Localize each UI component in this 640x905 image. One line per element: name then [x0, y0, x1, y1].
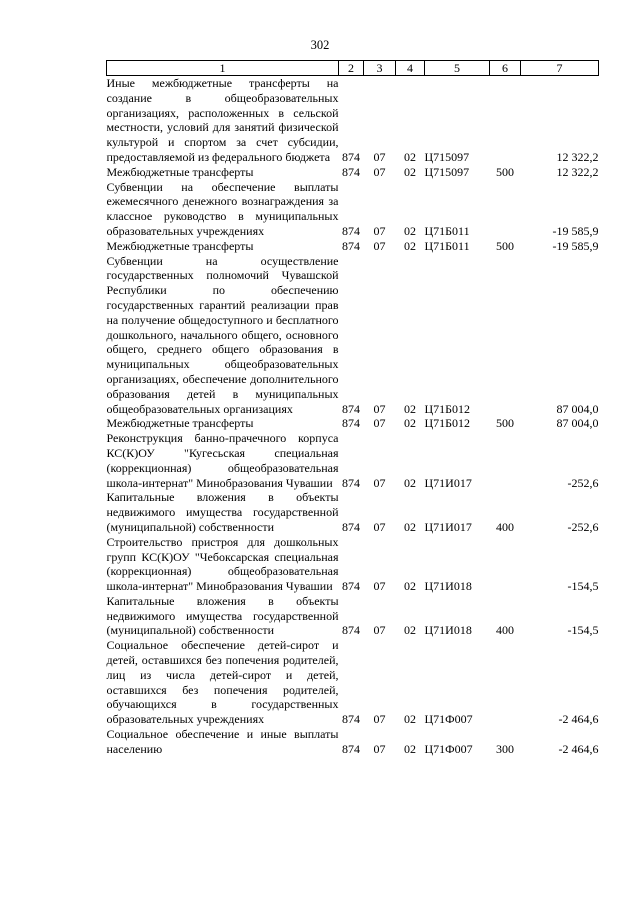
section-code: 07 — [373, 223, 386, 238]
section-code: 07 — [373, 519, 386, 534]
table-row — [107, 180, 599, 239]
item-name: Субвенции на обеспечение выплаты ежемесячного денежного вознаграждения за классное руководство в муниципальных образовательных учреждениях — [106, 179, 339, 238]
item-name: Иные межбюджетные трансферты на создание в общеобразовательных организациях, расположенных в сельской местности, условий для занятий физической культурой и спортом за счет субсидии, предоставляемой из федерального бюджета — [106, 76, 339, 164]
item-name: Строительство пристроя для дошкольных групп КС(К)ОУ "Чебоксарская специальная (коррекционная) общеобразовательная школа-интернат" Минобразования Чувашии — [106, 534, 339, 594]
expense-type-code: 500 — [496, 238, 514, 253]
subsection-code: 02 — [404, 623, 416, 638]
item-name: Межбюджетные трансферты — [106, 416, 254, 431]
section-code: 07 — [373, 238, 386, 253]
expense-type-code: 300 — [496, 741, 514, 756]
target-article-code: Ц71Б011 — [424, 223, 470, 238]
subsection-code: 02 — [404, 579, 416, 594]
section-code: 07 — [373, 401, 386, 416]
budget-table — [106, 60, 599, 757]
target-article-code: Ц71И018 — [424, 623, 472, 638]
table-row — [107, 165, 599, 180]
ministry-code: 874 — [342, 712, 360, 727]
expense-type-code: 400 — [496, 519, 514, 534]
ministry-code: 874 — [342, 401, 360, 416]
table-row — [107, 727, 599, 757]
ministry-code: 874 — [342, 623, 360, 638]
target-article-code: Ц715097 — [424, 149, 470, 164]
section-code: 07 — [373, 164, 386, 179]
item-name: Реконструкция банно-прачечного корпуса КС(К)ОУ "Кугесьская специальная (коррекционная) общеобразовательная школа-интернат" Минобразования Чувашии — [106, 431, 339, 490]
table-row — [107, 535, 599, 594]
amount: 87 004,0 — [556, 401, 599, 416]
amount: -252,6 — [567, 519, 599, 534]
section-code: 07 — [373, 623, 386, 638]
expense-type-code: 400 — [496, 623, 514, 638]
expense-type-code — [490, 180, 521, 239]
expense-type-code: 500 — [496, 164, 514, 179]
target-article-code: Ц71Ф007 — [424, 741, 473, 756]
amount: -19 585,9 — [552, 223, 599, 238]
item-name: Капитальные вложения в объекты недвижимого имущества государственной (муниципальной) собственности — [106, 593, 339, 638]
ministry-code: 874 — [342, 475, 360, 490]
section-code: 07 — [373, 149, 386, 164]
table-row — [107, 254, 599, 417]
section-code: 07 — [373, 741, 386, 756]
expense-type-code: 500 — [496, 416, 514, 431]
amount: -2 464,6 — [558, 741, 599, 756]
target-article-code: Ц71И018 — [424, 579, 472, 594]
section-code: 07 — [373, 416, 386, 431]
item-name: Субвенции на осуществление государственных полномочий Чувашской Республики по обеспечению государственных гарантий реализации прав на получение общедоступного и бесплатного дошкольного, начального общего, основного общего, среднего общего образования в муниципальных общеобразовательных организациях, обеспечение дополнительного образования детей в муниципальных общеобразовательных организациях — [106, 253, 339, 416]
subsection-code: 02 — [404, 164, 416, 179]
column-header-4: 4 — [396, 61, 425, 76]
item-name: Капитальные вложения в объекты недвижимого имущества государственной (муниципальной) собственности — [106, 490, 339, 534]
target-article-code: Ц71Б012 — [424, 401, 471, 416]
column-header-7: 7 — [521, 61, 599, 76]
item-name: Социальное обеспечение детей-сирот и детей, оставшихся без попечения родителей, лиц из числа детей-сирот и детей, оставшихся без попечения родителей, обучающихся в государственных образовательных учреждениях — [106, 638, 339, 727]
page-number: 302 — [310, 38, 330, 52]
amount: -154,5 — [567, 623, 599, 638]
item-name: Межбюджетные трансферты — [106, 238, 254, 253]
subsection-code: 02 — [404, 475, 416, 490]
table-row — [107, 239, 599, 254]
target-article-code: Ц715097 — [424, 164, 470, 179]
amount: -252,6 — [567, 475, 599, 490]
table-row — [107, 416, 599, 431]
ministry-code: 874 — [342, 223, 360, 238]
expense-type-code — [490, 535, 521, 594]
table-row — [107, 490, 599, 534]
subsection-code: 02 — [404, 416, 416, 431]
ministry-code: 874 — [342, 579, 360, 594]
subsection-code: 02 — [404, 149, 416, 164]
ministry-code: 874 — [342, 416, 360, 431]
table-header-row — [107, 61, 599, 76]
subsection-code: 02 — [404, 712, 416, 727]
column-header-5: 5 — [425, 61, 490, 76]
table-row — [107, 594, 599, 638]
target-article-code: Ц71И017 — [424, 475, 472, 490]
expense-type-code — [490, 638, 521, 727]
expense-type-code — [490, 431, 521, 490]
target-article-code: Ц71Ф007 — [424, 712, 473, 727]
column-header-6: 6 — [490, 61, 521, 76]
amount: -19 585,9 — [552, 238, 599, 253]
subsection-code: 02 — [404, 401, 416, 416]
ministry-code: 874 — [342, 149, 360, 164]
ministry-code: 874 — [342, 238, 360, 253]
amount: 87 004,0 — [556, 416, 599, 431]
subsection-code: 02 — [404, 519, 416, 534]
subsection-code: 02 — [404, 223, 416, 238]
section-code: 07 — [373, 475, 386, 490]
ministry-code: 874 — [342, 164, 360, 179]
expense-type-code — [490, 76, 521, 165]
item-name: Социальное обеспечение и иные выплаты населению — [106, 727, 339, 756]
ministry-code: 874 — [342, 741, 360, 756]
section-code: 07 — [373, 712, 386, 727]
subsection-code: 02 — [404, 238, 416, 253]
column-header-1: 1 — [107, 61, 339, 76]
subsection-code: 02 — [404, 741, 416, 756]
section-code: 07 — [373, 579, 386, 594]
item-name: Межбюджетные трансферты — [106, 164, 254, 179]
expense-type-code — [490, 254, 521, 417]
table-row — [107, 431, 599, 490]
column-header-2: 2 — [339, 61, 364, 76]
table-row — [107, 638, 599, 727]
column-header-3: 3 — [364, 61, 396, 76]
amount: -2 464,6 — [558, 712, 599, 727]
amount: 12 322,2 — [556, 164, 599, 179]
amount: 12 322,2 — [556, 149, 599, 164]
target-article-code: Ц71Б012 — [424, 416, 471, 431]
target-article-code: Ц71И017 — [424, 519, 472, 534]
table-row — [107, 76, 599, 165]
amount: -154,5 — [567, 579, 599, 594]
ministry-code: 874 — [342, 519, 360, 534]
target-article-code: Ц71Б011 — [424, 238, 470, 253]
